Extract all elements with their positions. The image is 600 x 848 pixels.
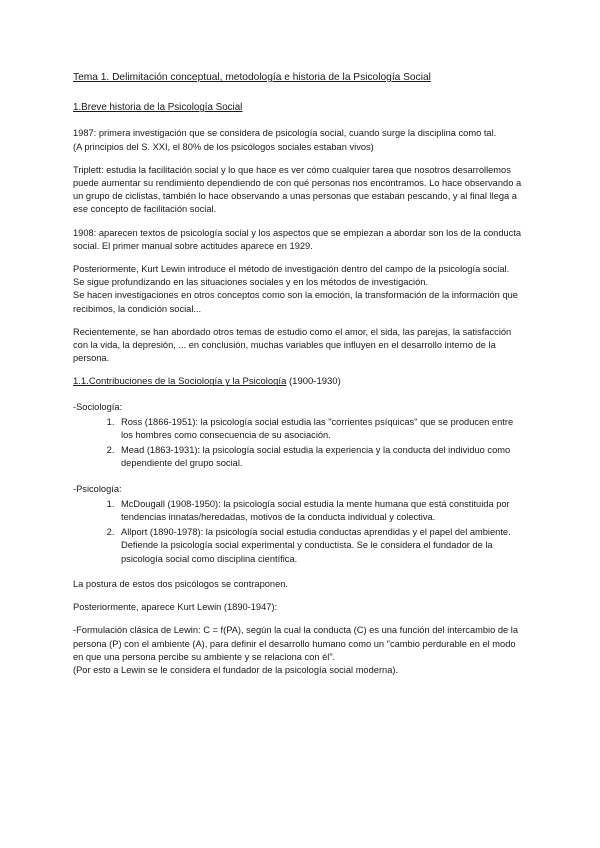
section-heading-breve-historia: 1.Breve historia de la Psicología Social — [73, 102, 243, 114]
paragraph-1987-note: (A principios del S. XXI, el 80% de los psicólogos sociales estaban vivos) — [73, 141, 374, 152]
paragraph-kurt-lewin: Posteriormente, aparece Kurt Lewin (1890-1947): — [73, 602, 278, 613]
document-content — [73, 71, 525, 687]
paragraph-triplett: Triplett: estudia la facilitación social y lo que hace es ver cómo cualquier tarea que nosotros desarrollemos puede aumentar su rendimiento dependiendo de con qué personas nos encontramos. Lo hace observando a un grupo de ciclistas, también lo hace observando a unas personas que estaban pescando, y al final llega a ese concepto de facilitación social. — [73, 164, 522, 215]
sociologia-list — [73, 416, 525, 471]
paragraph-recientemente: Recientemente, se han abordado otros temas de estudio como el amor, el sida, las parejas, la satisfacción con la vida, la depresión, ... en conclusión, muchas variables que influyen en el desarrollo interno de la persona. — [73, 326, 512, 364]
paragraph-formulacion — [73, 624, 525, 677]
paragraph-lewin-line-1: Posteriormente, Kurt Lewin introduce el método de investigación dentro del campo de la psicología social. — [73, 264, 510, 275]
list-item-allport: 2. Allport (1890-1978): la psicología social estudia conductas aprendidas y el papel del ambiente. Defiende la psicología social experimental y conductista. Se le considera el fundador de la psicología social como disciplina científica. — [117, 526, 525, 566]
paragraph-postura: La postura de estos dos psicólogos se contraponen. — [73, 578, 289, 589]
psicologia-list — [73, 498, 525, 566]
psicologia-label: -Psicología: — [73, 483, 122, 494]
section-heading-contribuciones-title: 1.1.Contribuciones de la Sociología y la Psicología — [73, 376, 287, 388]
paragraph-1987 — [73, 127, 525, 153]
list-item-mcdougall: 1. McDougall (1908-1950): la psicología social estudia la mente humana que está constituida por tendencias innatas/heredadas, motivos de la conducta individual y colectiva. — [117, 498, 525, 524]
paragraph-1987-line: 1987: primera investigación que se considera de psicología social, cuando surge la disciplina como tal. — [73, 128, 497, 139]
section-heading-contribuciones-years: (1900-1930) — [289, 376, 341, 388]
list-item-ross: 1. Ross (1866-1951): la psicología social estudia las "corrientes psíquicas" que se producen entre los hombres como consecuencia de su asociación. — [117, 416, 525, 442]
list-item-mead: 2. Mead (1863-1931): la psicología social estudia la experiencia y la conducta del individuo como dependiente del grupo social. — [117, 444, 525, 470]
paragraph-lewin-line-3: Se hacen investigaciones en otros conceptos como son la emoción, la transformación de la información que recibimos, la condición social... — [73, 290, 518, 314]
paragraph-1908: 1908: aparecen textos de psicología social y los aspectos que se empiezan a abordar son los de la conducta social. El primer manual sobre actitudes aparece en 1929. — [73, 227, 522, 251]
document-title: Tema 1. Delimitación conceptual, metodología e historia de la Psicología Social — [73, 72, 431, 83]
section-heading-contribuciones — [73, 375, 525, 388]
sociologia-label: -Sociología: — [73, 401, 123, 412]
paragraph-formulacion-line: -Formulación clásica de Lewin: C = f(PA), según la cual la conducta (C) es una función del intercambio de la persona (P) con el ambiente (A), para definir el desarrollo humano como un "cambio perdurable en el modo en que una persona percibe su ambiente y se relaciona con él". — [73, 625, 519, 662]
paragraph-lewin-intro — [73, 263, 525, 316]
paragraph-lewin-line-2: Se sigue profundizando en las situaciones sociales y en los métodos de investigación. — [73, 277, 429, 288]
paragraph-formulacion-note: (Por esto a Lewin se le considera el fundador de la psicología social moderna). — [73, 664, 399, 675]
